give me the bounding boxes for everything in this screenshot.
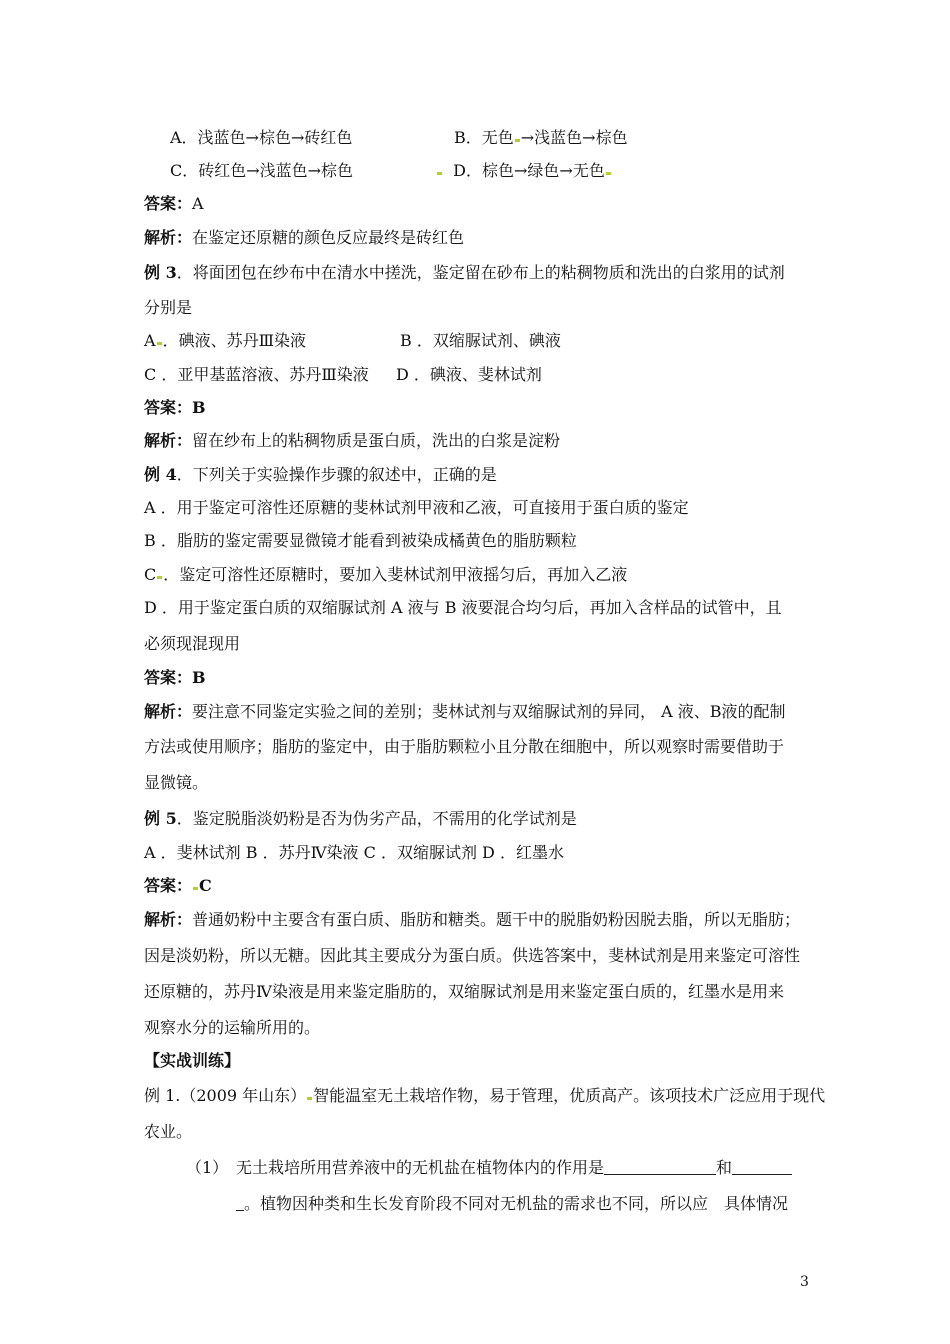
ex3-option-a: [144, 331, 306, 351]
answer-label: 答案：: [144, 398, 193, 417]
q2-answer-value: A: [192, 194, 204, 213]
analysis-label: 解析：: [144, 431, 193, 450]
answer-label: 答案：: [144, 876, 193, 895]
training-q1-and: 和: [716, 1158, 733, 1177]
ex5-analysis-text-1: 普通奶粉中主要含有蛋白质、脂肪和糖类。题干中的脱脂奶粉因脱去脂，所以无脂肪；: [192, 910, 801, 929]
edit-mark-icon: [157, 576, 162, 579]
ex5-stem: [144, 809, 577, 829]
training-ex1-source: 例 1.（2009 年山东）: [144, 1086, 307, 1105]
ex3-option-b: B ．双缩脲试剂、碘液: [400, 331, 561, 350]
q2-option-b-pre: B．无色: [454, 128, 514, 147]
edit-mark-icon: [606, 172, 611, 175]
ex3-stem: [144, 263, 785, 283]
ex3-option-a-text: ．碘液、苏丹Ⅲ染液: [162, 331, 306, 350]
training-ex1-text: 智能温室无土栽培作物，易于管理，优质高产。该项技术广泛应用于现代: [313, 1086, 826, 1105]
answer-label: 答案：: [144, 668, 193, 687]
training-q1-cont: [236, 1194, 788, 1214]
ex4-option-d: D ．用于鉴定蛋白质的双缩脲试剂 A 液与 B 液要混合均匀后，再加入含样品的试管中，且: [144, 598, 782, 617]
edit-mark-icon: [157, 342, 162, 345]
ex5-options: A ．斐林试剂 B ．苏丹Ⅳ染液 C ．双缩脲试剂 D ．红墨水: [144, 843, 564, 862]
ex5-analysis: [144, 910, 800, 930]
training-ex1: [144, 1086, 825, 1106]
ex5-analysis-line-2: 因是淡奶粉，所以无糖。因此其主要成分为蛋白质。供选答案中，斐林试剂是用来鉴定可溶性: [144, 946, 801, 965]
ex3-label: 例 3: [144, 263, 177, 282]
analysis-label: 解析：: [144, 228, 193, 247]
ex4-stem: [144, 465, 497, 485]
ex4-option-d-cont: 必须现混现用: [144, 634, 241, 653]
ex4-stem-text: ．下列关于实验操作步骤的叙述中，正确的是: [176, 465, 497, 484]
ex5-stem-text: ．鉴定脱脂淡奶粉是否为伪劣产品，不需用的化学试剂是: [176, 809, 577, 828]
ex3-option-c: C ．亚甲基蓝溶液、苏丹Ⅲ染液: [144, 365, 369, 384]
training-q1-number: （1）: [186, 1158, 229, 1177]
q2-option-b-post: →浅蓝色→棕色: [520, 128, 628, 147]
ex5-answer-value: C: [199, 876, 212, 895]
ex3-answer: [144, 398, 206, 418]
training-q1-text: 无土栽培所用营养液中的无机盐在植物体内的作用是: [236, 1158, 605, 1177]
ex4-option-c-text: ．鉴定可溶性还原糖时，要加入斐林试剂甲液摇匀后，再加入乙液: [163, 565, 628, 584]
ex4-option-c: [144, 565, 627, 585]
ex3-analysis: [144, 431, 560, 451]
training-q1: [236, 1158, 792, 1178]
edit-mark-icon: [515, 139, 520, 142]
training-ex1-cont: 农业。: [144, 1122, 193, 1141]
answer-blank[interactable]: [236, 1196, 244, 1211]
q2-option-d: [436, 161, 612, 181]
ex5-analysis-line-3: 还原糖的，苏丹Ⅳ染液是用来鉴定脂肪的，双缩脲试剂是用来鉴定蛋白质的，红墨水是用来: [144, 982, 784, 1001]
answer-blank[interactable]: [604, 1160, 716, 1175]
ex3-answer-value: B: [192, 398, 206, 417]
ex5-label: 例 5: [144, 809, 177, 828]
ex4-option-c-letter: C: [144, 565, 157, 584]
q2-option-d-text: D．棕色→绿色→无色: [453, 161, 605, 180]
q2-analysis-text: 在鉴定还原糖的颜色反应最终是砖红色: [192, 228, 465, 247]
ex4-analysis-line-3: 显微镜。: [144, 773, 209, 792]
q2-option-c: C．砖红色→浅蓝色→棕色: [170, 161, 354, 180]
edit-mark-icon: [437, 172, 442, 175]
ex3-stem-cont: 分别是: [144, 298, 193, 317]
q2-option-a: A．浅蓝色→棕色→砖红色: [170, 128, 353, 147]
answer-label: 答案：: [144, 194, 193, 213]
ex4-analysis: [144, 702, 786, 722]
ex4-answer-value: B: [192, 668, 206, 687]
ex3-option-d: D ．碘液、斐林试剂: [396, 365, 542, 384]
q2-option-b: [454, 128, 628, 148]
answer-blank[interactable]: [732, 1160, 792, 1175]
ex4-analysis-line-2: 方法或使用顺序；脂肪的鉴定中，由于脂肪颗粒小且分散在细胞中，所以观察时需要借助于: [144, 737, 785, 756]
ex4-answer: [144, 668, 206, 688]
edit-mark-icon: [307, 1097, 312, 1100]
q2-analysis: [144, 228, 464, 248]
q2-answer: [144, 194, 204, 214]
ex4-option-b: B ．脂肪的鉴定需要显微镜才能看到被染成橘黄色的脂肪颗粒: [144, 531, 577, 550]
training-heading: 【实战训练】: [144, 1051, 241, 1070]
edit-mark-icon: [193, 887, 198, 890]
ex4-option-a: A ．用于鉴定可溶性还原糖的斐林试剂甲液和乙液，可直接用于蛋白质的鉴定: [144, 498, 689, 517]
ex5-answer: [144, 876, 212, 896]
analysis-label: 解析：: [144, 910, 193, 929]
analysis-label: 解析：: [144, 702, 193, 721]
ex3-analysis-text: 留在纱布上的粘稠物质是蛋白质，洗出的白浆是淀粉: [192, 431, 561, 450]
ex4-analysis-text-1: 要注意不同鉴定实验之间的差别；斐林试剂与双缩脲试剂的异同， A 液、B液的配制: [192, 702, 786, 721]
ex3-stem-text: ．将面团包在纱布中在清水中搓洗，鉴定留在砂布上的粘稠物质和洗出的白浆用的试剂: [176, 263, 785, 282]
ex4-label: 例 4: [144, 465, 177, 484]
ex3-option-a-letter: A: [144, 331, 156, 350]
page-number: 3: [800, 1274, 809, 1290]
ex5-analysis-line-4: 观察水分的运输所用的。: [144, 1018, 321, 1037]
training-q1-cont-text: 。植物因种类和生长发育阶段不同对无机盐的需求也不同，所以应 具体情况: [244, 1194, 789, 1213]
